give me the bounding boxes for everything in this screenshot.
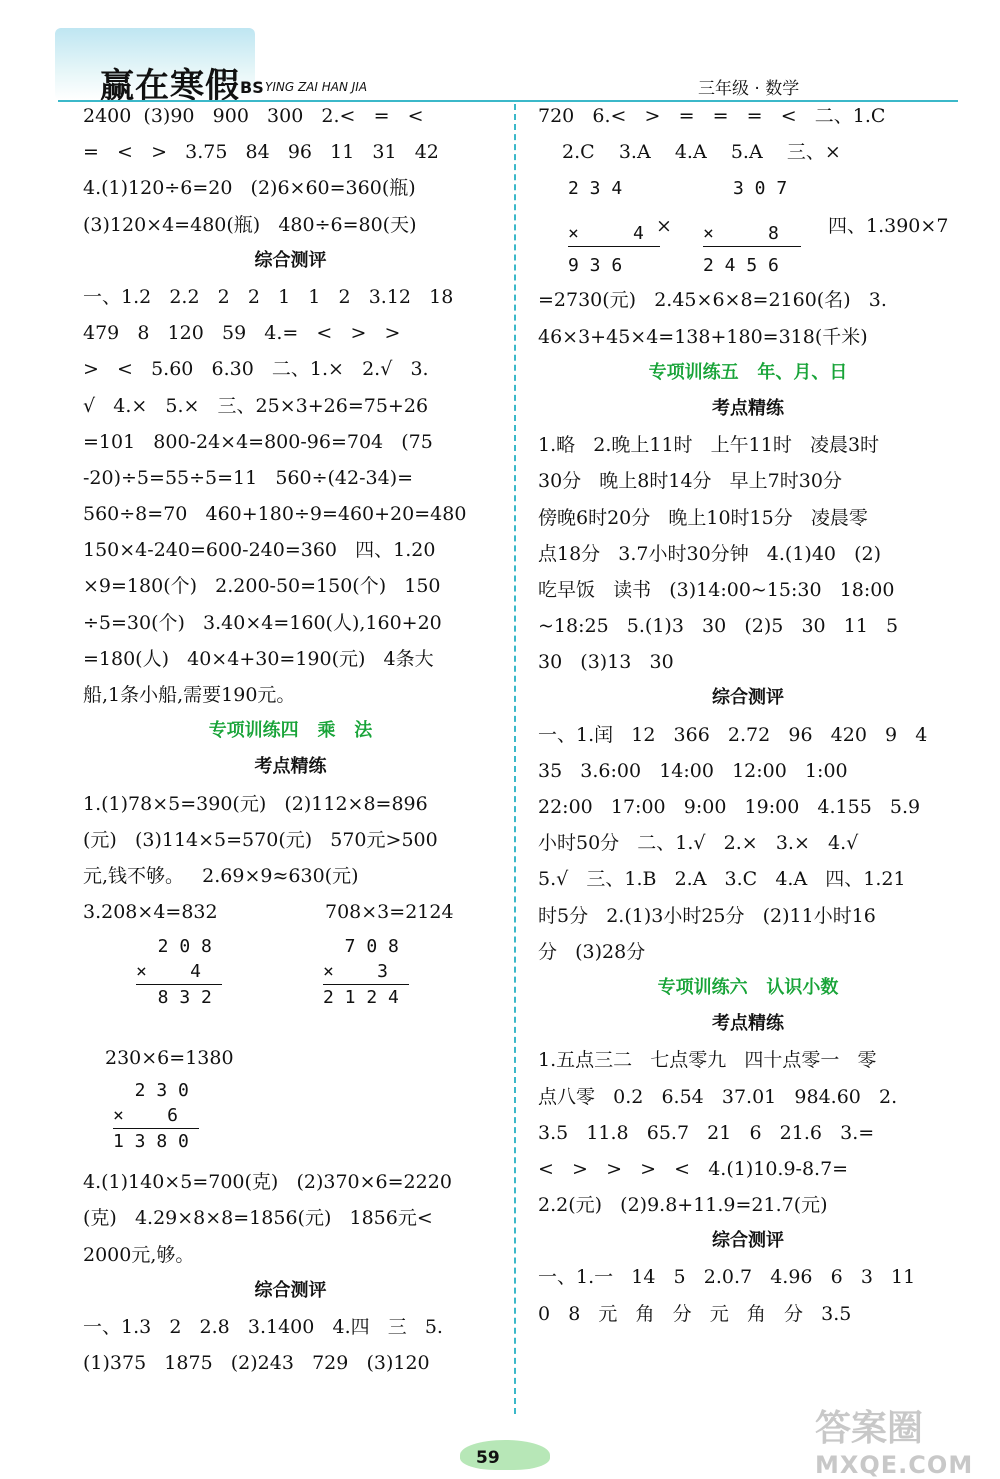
answer-line: 46×3+45×4=138+180=318(千米) (538, 325, 868, 348)
watermark-url: MXQE.COM (815, 1451, 974, 1479)
answer-line: 船,1条小船,需要190元。 (83, 684, 296, 706)
left-answer-lines-2 (83, 1164, 498, 1381)
answer-line: =2730(元) 2.45×6×8=2160(名) 3. (538, 289, 887, 312)
section-heading: 考点精练 (254, 756, 327, 778)
answer-line: 4.(1)140×5=700(克) (2)370×6=2220 (83, 1171, 452, 1194)
equation-2: 708×3=2124 (325, 901, 454, 924)
vertical-row: 1 3 8 0 (113, 1131, 189, 1153)
watermark-text: 答案圈 (815, 1408, 924, 1449)
answer-line: = < > 3.75 84 96 11 31 42 (83, 141, 439, 164)
answer-line: 一、1.3 2 2.8 3.1400 4.四 三 5. (83, 1315, 443, 1338)
vertical-row: 2 3 0 (113, 1080, 189, 1102)
answer-line: =101 800-24×4=800-96=704 (75 (83, 430, 433, 453)
answer-line: =180(人) 40×4+30=190(元) 4条大 (83, 647, 434, 670)
vertical-row: 2 4 5 6 (703, 255, 779, 277)
left-answer-lines (83, 98, 498, 894)
equation-3: 230×6=1380 (105, 1047, 234, 1070)
answer-line: 30 (3)13 30 (538, 651, 674, 674)
vertical-row: × 4 (136, 961, 202, 983)
answer-line: 1.五点三二 七点零九 四十点零一 零 (538, 1049, 877, 1072)
page-header (0, 0, 1000, 106)
vertical-rule (568, 246, 660, 247)
answer-line: 2.2(元) (2)9.8+11.9=21.7(元) (538, 1194, 828, 1217)
answer-line: ×9=180(个) 2.200-50=150(个) 150 (83, 575, 441, 598)
answer-line: 时5分 2.(1)3小时25分 (2)11小时16 (538, 904, 876, 927)
section-heading: 综合测评 (254, 1279, 327, 1301)
section-heading: 综合测评 (712, 1230, 784, 1252)
answer-line: (元) (3)114×5=570(元) 570元>500 (83, 828, 438, 851)
multiplication-example-3 (83, 1047, 498, 1164)
answer-line: 3.5 11.8 65.7 21 6 21.6 3.= (538, 1121, 875, 1144)
vertical-row: × 8 (703, 223, 779, 245)
answer-line: 点18分 3.7小时30分钟 4.(1)40 (2) (538, 542, 882, 565)
section-heading: 专项训练四 乘 法 (208, 720, 373, 742)
section-heading: 专项训练五 年、月、日 (648, 361, 848, 383)
vertical-rule (703, 246, 801, 247)
answer-line: (克) 4.29×8×8=1856(元) 1856元< (83, 1207, 433, 1230)
answer-line: < > > > < 4.(1)10.9-8.7= (538, 1157, 849, 1180)
page-number-ornament (460, 1440, 550, 1470)
section-heading: 考点精练 (712, 397, 784, 419)
answer-line: 一、1.一 14 5 2.0.7 4.96 6 3 11 (538, 1266, 916, 1289)
answer-line: ~18:25 5.(1)3 30 (2)5 30 11 5 (538, 615, 899, 638)
answer-line: 479 8 120 59 4.= < > > (83, 322, 401, 345)
answer-line: 22:00 17:00 9:00 19:00 4.155 5.9 (538, 796, 921, 818)
section-heading: 专项训练六 认识小数 (657, 976, 839, 998)
answer-line: 点八零 0.2 6.54 37.01 984.60 2. (538, 1085, 898, 1108)
answer-line: (3)120×4=480(瓶) 480÷6=80(天) (83, 213, 417, 236)
answer-line: 1.略 2.晚上11时 上午11时 凌晨3时 (538, 434, 880, 457)
vertical-row: 7 0 8 (323, 936, 399, 958)
answer-line: 2400 (3)90 900 300 2.< = < (83, 105, 424, 127)
vertical-row: 8 3 2 (136, 987, 212, 1009)
answer-line: 4.(1)120÷6=20 (2)6×60=360(瓶) (83, 177, 416, 200)
vertical-row: × 4 (568, 223, 644, 245)
vertical-row: × 3 (323, 961, 389, 983)
watermark (815, 1400, 985, 1479)
vertical-calc-3 (113, 1078, 199, 1154)
answer-line: 0 8 元 角 分 元 角 分 3.5 (538, 1302, 852, 1325)
section-heading: 考点精练 (712, 1013, 784, 1035)
section-heading: 综合测评 (712, 687, 784, 709)
answer-line: (1)375 1875 (2)243 729 (3)120 (83, 1352, 430, 1375)
answer-line: 傍晚6时20分 晚上10时15分 凌晨零 (538, 506, 868, 529)
answer-line: 小时50分 二、1.√ 2.× 3.× 4.√ (538, 832, 859, 855)
vertical-row: 2 1 2 4 (323, 987, 399, 1009)
answer-line: 分 (3)28分 (538, 940, 646, 963)
vertical-row: × 6 (113, 1105, 179, 1127)
answer-line: -20)÷5=55÷5=11 560÷(42-34)= (83, 466, 414, 489)
answer-line: 560÷8=70 460+180÷9=460+20=480 (83, 503, 467, 526)
book-logo: 赢在寒假 (100, 66, 240, 106)
column-divider (514, 104, 516, 1414)
answer-line: > < 5.60 6.30 二、1.× 2.√ 3. (83, 358, 429, 381)
equation-1: 3.208×4=832 (83, 901, 218, 924)
answer-line: 吃早饭 读书 (3)14:00~15:30 18:00 (538, 578, 895, 601)
vertical-calc-2 (323, 934, 409, 1010)
vertical-calc-234 (568, 176, 660, 278)
vertical-row: 2 0 8 (136, 936, 212, 958)
vertical-row: 9 3 6 (568, 255, 623, 277)
vertical-calc-block (538, 170, 958, 282)
answer-line: √ 4.× 5.× 三、25×3+26=75+26 (83, 394, 429, 417)
edition-tag: BS (240, 78, 264, 97)
times-sign: × (656, 215, 672, 238)
page-number: 59 (476, 1448, 500, 1468)
answer-line: 30分 晚上8时14分 早上7时30分 (538, 470, 842, 493)
multiplication-examples (83, 894, 498, 1054)
right-column (538, 98, 958, 1332)
section-heading: 综合测评 (254, 249, 327, 271)
answer-line: 5.√ 三、1.B 2.A 3.C 4.A 四、1.21 (538, 868, 906, 891)
answer-line: 1.(1)78×5=390(元) (2)112×8=896 (83, 792, 428, 815)
answer-line: 一、1.闰 12 366 2.72 96 420 9 4 (538, 723, 928, 746)
answer-line: 一、1.2 2.2 2 2 1 1 2 3.12 18 (83, 285, 454, 308)
left-column (83, 98, 498, 1381)
vertical-calc-1 (136, 934, 222, 1010)
answer-line: 150×4-240=600-240=360 四、1.20 (83, 539, 436, 562)
answer-line: 2000元,够。 (83, 1243, 195, 1266)
logo-pinyin: YING ZAI HAN JIA (265, 80, 368, 94)
answer-line: 元,钱不够。 2.69×9≈630(元) (83, 864, 359, 887)
vertical-row: 2 3 4 (568, 178, 623, 200)
vertical-row: 3 0 7 (733, 178, 788, 200)
grade-subject: 三年级 · 数学 (698, 79, 800, 99)
right-line-1: 720 6.< > = = = < 二、1.C (538, 105, 886, 127)
right-line-2: 2.C 3.A 4.A 5.A 三、× (562, 141, 841, 164)
vertical-calc-307 (703, 176, 801, 278)
section-four-start: 四、1.390×7 (828, 215, 949, 238)
right-answer-lines (538, 282, 958, 1331)
answer-line: 35 3.6:00 14:00 12:00 1:00 (538, 759, 848, 782)
answer-line: ÷5=30(个) 3.40×4=160(人),160+20 (83, 611, 442, 634)
